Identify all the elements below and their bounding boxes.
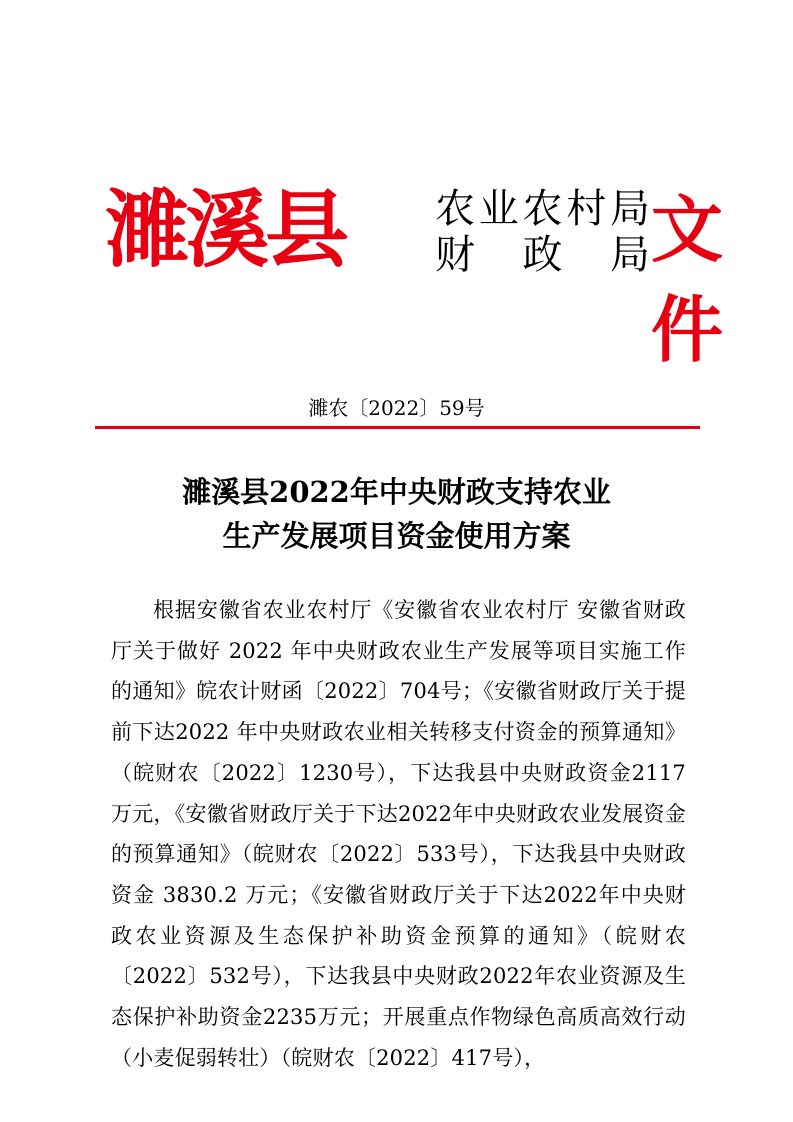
title-line-1: 濉溪县2022年中央财政支持农业	[182, 475, 611, 509]
header-dept-char: 财	[435, 232, 475, 278]
header-dept-char: 局	[610, 186, 650, 232]
title-line-2: 生产发展项目资金使用方案	[222, 519, 571, 553]
header-dept-char: 政	[522, 232, 563, 278]
header-departments	[435, 186, 650, 278]
body-paragraph: 根据安徽省农业农村厅《安徽省农业农村厅 安徽省财政厅关于做好 2022 年中央财政农业生产发展等项目实施工作的通知》皖农计财函〔2022〕704号；《安徽省财政厅关于提前下达2022 年中央财政农业相关转移支付资金的预算通知》（皖财农〔2022〕1230号），下达我县中央财政资金2117万元，《安徽省财政厅关于下达2022年中央财政农业发展资金的预算通知》（皖财农〔2022〕533号），下达我县中央财政资金 3830.2 万元；《安徽省财政厅关于下达2022年中央财政农业资源及生态保护补助资金预算的通知》（皖财农〔2022〕532号），下达我县中央财政2022年农业资源及生态保护补助资金2235万元；开展重点作物绿色高质高效行动（小麦促弱转壮）（皖财农〔2022〕417号），	[111, 598, 686, 1070]
document-header	[105, 180, 724, 372]
red-divider-line	[95, 426, 700, 429]
header-county-name: 濉溪县	[105, 181, 346, 279]
header-dept-char: 村	[566, 186, 607, 232]
document-title	[0, 470, 793, 558]
header-document-label: 文件	[651, 188, 724, 372]
header-dept-char: 局	[610, 232, 650, 278]
header-dept-char: 农	[522, 186, 563, 232]
header-dept-char: 业	[478, 186, 519, 232]
document-number: 濉农〔2022〕59号	[308, 396, 485, 420]
header-dept-line-2	[435, 232, 650, 278]
header-dept-line-1	[435, 186, 650, 232]
header-dept-char: 农	[435, 186, 475, 232]
